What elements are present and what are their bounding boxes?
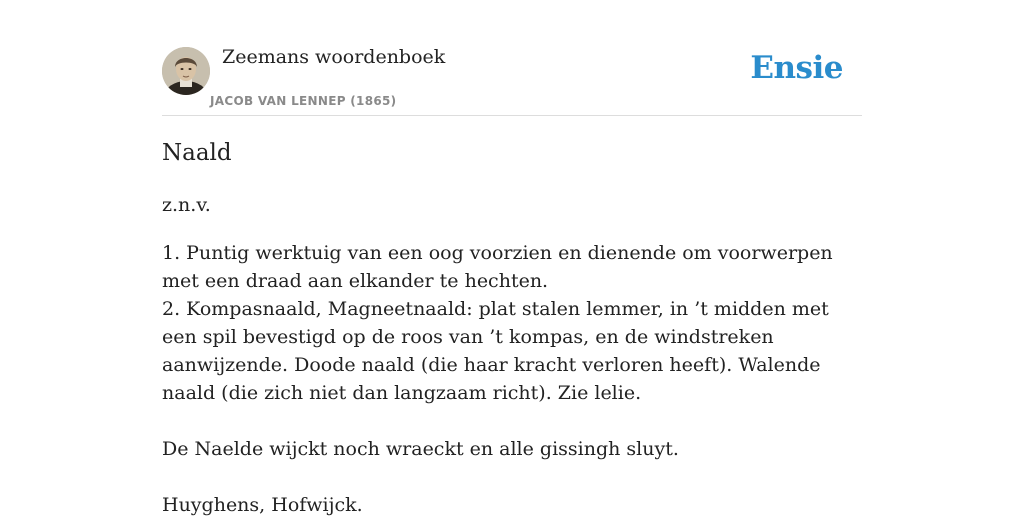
- dictionary-header: [162, 0, 862, 116]
- definition-item-2: 2. Kompasnaald, Magneetnaald: plat stalen lemmer, in ’t midden met een spil bevestigd op de roos van ’t kompas, en de windstreken aanwijzende. Doode naald (die haar kracht verloren heeft). Walende naald (die zich niet dan langzaam richt). Zie lelie.: [162, 298, 829, 404]
- part-of-speech: z.n.v.: [162, 194, 211, 216]
- ensie-logo[interactable]: Ensie: [750, 50, 843, 86]
- entry-word: Naald: [162, 140, 232, 166]
- definition-body: [162, 239, 862, 519]
- author-avatar[interactable]: [162, 47, 210, 95]
- portrait-icon: [162, 47, 210, 95]
- dictionary-title[interactable]: Zeemans woordenboek: [222, 46, 446, 68]
- definition-item-1: 1. Puntig werktuig van een oog voorzien en dienende om voorwerpen met een draad aan elkander te hechten.: [162, 242, 833, 292]
- dictionary-author: JACOB VAN LENNEP (1865): [210, 94, 397, 108]
- page-content: [162, 0, 862, 516]
- quote-text: De Naelde wijckt noch wraeckt en alle gissingh sluyt.: [162, 438, 679, 460]
- paragraph-spacer: [162, 463, 862, 491]
- quote-source: Huyghens, Hofwijck.: [162, 494, 363, 516]
- paragraph-spacer: [162, 407, 862, 435]
